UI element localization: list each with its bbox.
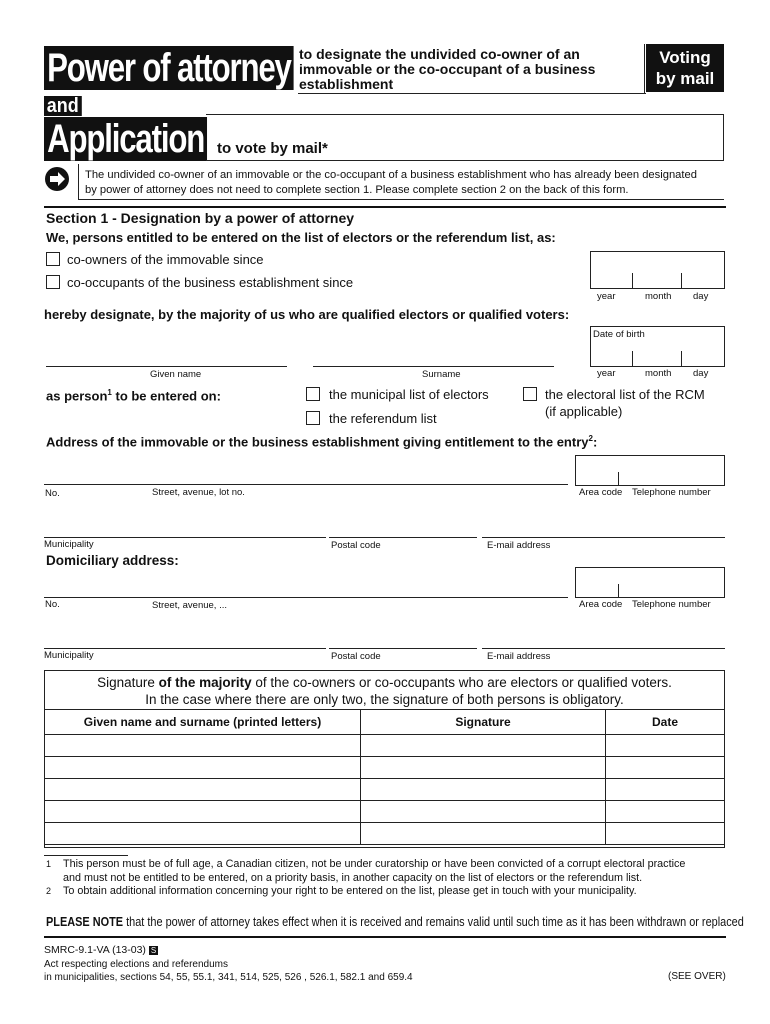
dob-day-label: day xyxy=(693,368,709,379)
act-reference xyxy=(44,958,413,984)
dom-postal-code-field[interactable] xyxy=(329,648,477,649)
footnote-1 xyxy=(63,858,685,885)
subtitle-line-1: to designate the undivided co-owner of an xyxy=(299,46,580,62)
subtitle-right-border xyxy=(644,44,645,93)
dom-postal-code-label: Postal code xyxy=(331,651,381,662)
rcm-note: (if applicable) xyxy=(545,404,623,419)
vote-by-mail-label: to vote by mail* xyxy=(217,140,328,157)
footnote-ref-2: 2 xyxy=(588,434,593,443)
surname-label: Surname xyxy=(422,369,461,380)
signature-line-2: In the case where there are only two, the signature of both persons is obligatory. xyxy=(145,692,624,707)
since-month-label: month xyxy=(645,291,672,302)
street-label: Street, avenue, lot no. xyxy=(152,487,245,498)
designate-text: hereby designate, by the majority of us who are qualified electors or qualified voters: xyxy=(44,307,570,322)
section1-intro: We, persons entitled to be entered on the list of electors or the referendum list, as: xyxy=(46,230,556,245)
given-name-label: Given name xyxy=(150,369,202,380)
form-code-mark: S xyxy=(150,946,157,955)
dom-municipality-label: Municipality xyxy=(44,650,94,661)
municipality-field[interactable] xyxy=(44,537,326,538)
title-and: and xyxy=(44,96,81,116)
telephone-field[interactable] xyxy=(575,455,725,486)
please-note xyxy=(46,914,744,929)
signature-line-1 xyxy=(44,674,725,691)
name-cell[interactable] xyxy=(45,801,361,823)
since-year-label: year xyxy=(597,291,616,302)
section1-top-rule xyxy=(44,206,726,208)
table-row xyxy=(45,779,725,801)
arrow-right-icon xyxy=(44,166,70,192)
please-note-label: PLEASE NOTE xyxy=(46,914,124,929)
municipal-list-label: the municipal list of electors xyxy=(329,387,489,402)
form-code xyxy=(44,944,158,956)
surname-field[interactable] xyxy=(313,366,554,367)
date-tick xyxy=(681,273,682,289)
no-label: No. xyxy=(45,488,60,499)
address-colon: : xyxy=(592,434,598,450)
badge-line-2: by mail xyxy=(655,69,715,88)
col-signature-header: Signature xyxy=(361,710,606,735)
signature-cell[interactable] xyxy=(361,757,606,779)
signature-table xyxy=(44,709,725,845)
notice-line-1: The undivided co-owner of an immovable or the co-occupant of a business establishment who has already been designated xyxy=(85,169,697,181)
please-note-rule xyxy=(44,936,726,938)
rcm-list-label: the electoral list of the RCM xyxy=(545,387,705,402)
telephone-label: Telephone number xyxy=(632,487,711,498)
title-power-of-attorney: Power of attorney xyxy=(44,46,294,90)
dom-street-label: Street, avenue, ... xyxy=(152,600,227,611)
name-cell[interactable] xyxy=(45,735,361,757)
name-cell[interactable] xyxy=(45,757,361,779)
act-line-1: Act respecting elections and referendums xyxy=(44,959,228,970)
footnote-1-line-2: and must not be entitled to be entered, on a priority basis, in another capacity on the list of electors or the referendum list. xyxy=(63,871,643,884)
table-row xyxy=(45,801,725,823)
date-tick xyxy=(632,273,633,289)
dom-email-label: E-mail address xyxy=(487,651,551,662)
date-cell[interactable] xyxy=(606,779,725,801)
footnote-2-number: 2 xyxy=(46,886,52,896)
form-code-text: SMRC-9.1-VA (13-03) xyxy=(44,944,146,956)
dom-telephone-label: Telephone number xyxy=(632,599,711,610)
domiciliary-title: Domiciliary address: xyxy=(46,553,179,568)
signature-instructions xyxy=(44,674,725,708)
dob-year-label: year xyxy=(597,368,616,379)
signature-post: of the co-owners or co-occupants who are electors or qualified voters. xyxy=(251,675,672,690)
table-row xyxy=(45,735,725,757)
date-cell[interactable] xyxy=(606,735,725,757)
signature-majority: of the majority xyxy=(158,675,252,690)
dom-area-code-label: Area code xyxy=(579,599,623,610)
postal-code-field[interactable] xyxy=(329,537,477,538)
title-box-right xyxy=(206,114,724,161)
dom-email-field[interactable] xyxy=(482,648,725,649)
header-subtitle xyxy=(299,47,595,92)
please-note-text: that the power of attorney takes effect when it is received and remains valid until such time as it has been withdrawn or replaced xyxy=(123,914,744,929)
dob-month-label: month xyxy=(645,368,672,379)
col-name-header: Given name and surname (printed letters) xyxy=(45,710,361,735)
email-field[interactable] xyxy=(482,537,725,538)
area-code-label: Area code xyxy=(579,487,623,498)
table-row xyxy=(45,823,725,845)
notice-text xyxy=(85,168,697,198)
phone-tick xyxy=(618,472,619,486)
date-cell[interactable] xyxy=(606,757,725,779)
signature-cell[interactable] xyxy=(361,801,606,823)
since-date-field[interactable] xyxy=(590,251,725,289)
referendum-list-label: the referendum list xyxy=(329,411,437,426)
signature-pre: Signature xyxy=(97,675,159,690)
address-title xyxy=(46,434,597,449)
subtitle-underline xyxy=(298,93,646,94)
as-person-text: as person xyxy=(46,388,108,404)
given-name-field[interactable] xyxy=(46,366,287,367)
badge-line-1: Voting xyxy=(659,48,711,67)
rcm-list-checkbox[interactable] xyxy=(523,387,537,401)
footnote-rule xyxy=(44,855,128,856)
date-of-birth-label: Date of birth xyxy=(593,329,645,340)
see-over: (SEE OVER) xyxy=(668,971,726,982)
name-cell[interactable] xyxy=(45,823,361,845)
dom-street-field[interactable] xyxy=(44,597,568,598)
date-cell[interactable] xyxy=(606,823,725,845)
voting-by-mail-badge xyxy=(646,44,724,92)
footnote-ref-1: 1 xyxy=(107,388,112,397)
section1-title: Section 1 - Designation by a power of attorney xyxy=(46,210,355,226)
footnote-2: To obtain additional information concerning your right to be entered on the list, please get in touch with your municipality. xyxy=(63,885,637,897)
as-person-label xyxy=(46,388,221,403)
notice-line-2: by power of attorney does not need to complete section 1. Please complete section 2 on the back of this form. xyxy=(85,184,629,196)
col-date-header: Date xyxy=(606,710,725,735)
footnote-1-number: 1 xyxy=(46,859,52,869)
date-tick xyxy=(632,351,633,367)
referendum-list-checkbox[interactable] xyxy=(306,411,320,425)
municipal-list-checkbox[interactable] xyxy=(306,387,320,401)
act-line-2: in municipalities, sections 54, 55, 55.1, 341, 514, 525, 526 , 526.1, 582.1 and 659.4 xyxy=(44,972,413,983)
street-field[interactable] xyxy=(44,484,568,485)
cooccupants-label: co-occupants of the business establishment since xyxy=(67,275,354,290)
signature-table-header xyxy=(45,710,725,735)
coowners-checkbox[interactable] xyxy=(46,252,60,266)
table-row xyxy=(45,757,725,779)
title-application: Application xyxy=(44,117,207,161)
date-cell[interactable] xyxy=(606,801,725,823)
cooccupants-checkbox[interactable] xyxy=(46,275,60,289)
as-person-rest: to be entered on: xyxy=(111,388,221,404)
address-title-text: Address of the immovable or the business establishment giving entitlement to the entry xyxy=(46,434,589,450)
signature-cell[interactable] xyxy=(361,735,606,757)
dom-telephone-field[interactable] xyxy=(575,567,725,598)
municipality-label: Municipality xyxy=(44,539,94,550)
name-cell[interactable] xyxy=(45,779,361,801)
date-tick xyxy=(681,351,682,367)
since-day-label: day xyxy=(693,291,709,302)
phone-tick xyxy=(618,584,619,598)
coowners-label: co-owners of the immovable since xyxy=(67,252,264,267)
email-label: E-mail address xyxy=(487,540,551,551)
postal-code-label: Postal code xyxy=(331,540,381,551)
dom-no-label: No. xyxy=(45,599,60,610)
signature-cell[interactable] xyxy=(361,823,606,845)
signature-cell[interactable] xyxy=(361,779,606,801)
subtitle-line-2: immovable or the co-occupant of a business xyxy=(299,61,596,77)
footnote-1-line-1: This person must be of full age, a Canadian citizen, not be under curatorship or have been convicted of a corrupt electoral practice xyxy=(63,858,686,870)
subtitle-line-3: establishment xyxy=(299,76,394,92)
dom-municipality-field[interactable] xyxy=(44,648,326,649)
